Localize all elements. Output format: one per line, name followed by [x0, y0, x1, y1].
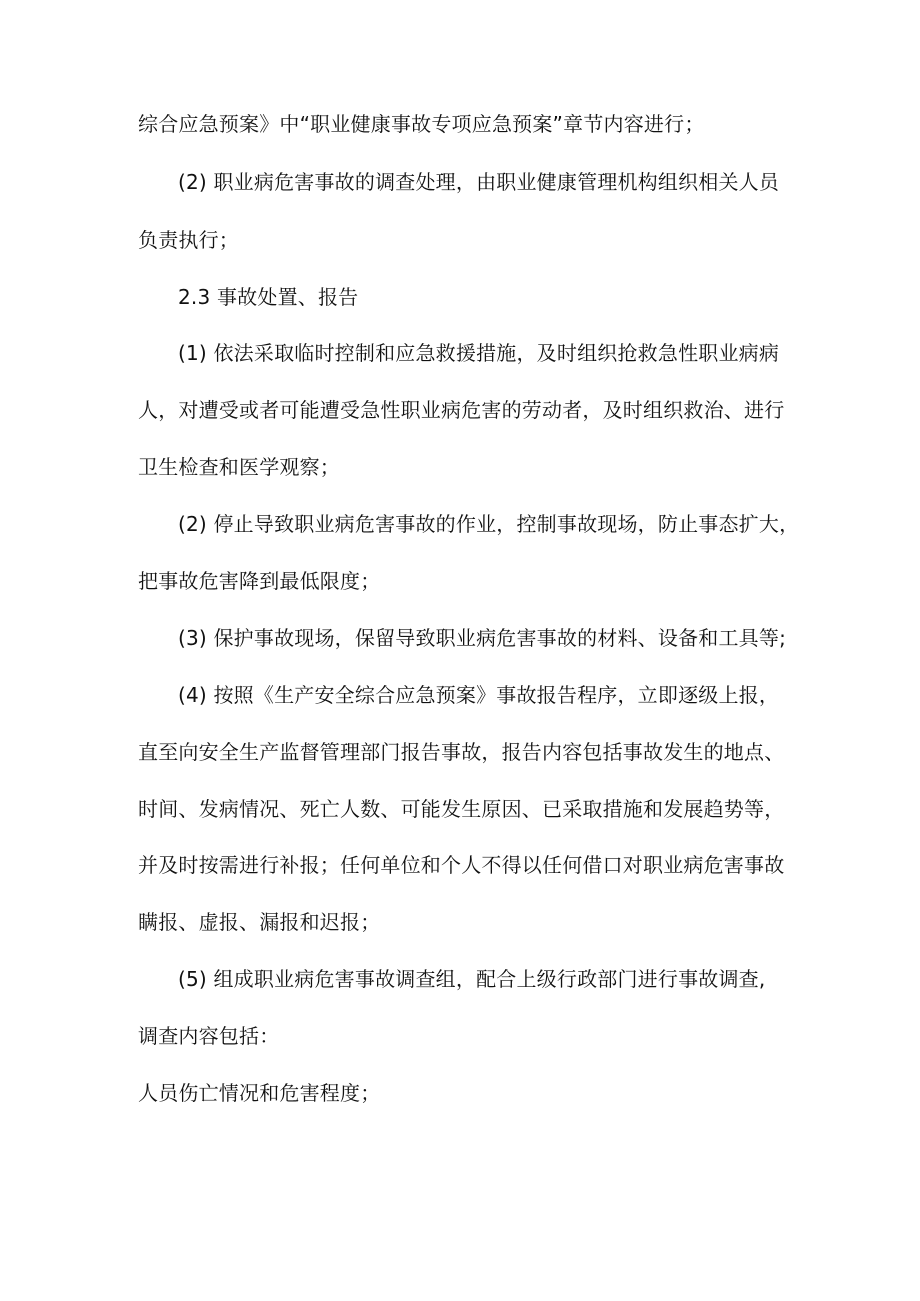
section-heading: 2.3 事故处置、报告: [178, 285, 359, 309]
paragraph-line: 综合应急预案》中“职业健康事故专项应急预案”章节内容进行；: [138, 112, 705, 136]
paragraph-line: 瞒报、虚报、漏报和迟报；: [138, 910, 381, 934]
paragraph-line: 人，对遭受或者可能遭受急性职业病危害的劳动者，及时组织救治、进行: [138, 398, 785, 422]
paragraph-line: 人员伤亡情况和危害程度；: [138, 1081, 381, 1105]
paragraph-line: (2) 停止导致职业病危害事故的作业，控制事故现场，防止事态扩大，: [178, 512, 800, 536]
paragraph-line: 把事故危害降到最低限度；: [138, 569, 381, 593]
paragraph-line: (5) 组成职业病危害事故调查组，配合上级行政部门进行事故调查,: [178, 967, 766, 991]
paragraph-line: 时间、发病情况、死亡人数、可能发生原因、已采取措施和发展趋势等，: [138, 797, 785, 821]
paragraph-line: (4) 按照《生产安全综合应急预案》事故报告程序，立即逐级上报，: [178, 683, 780, 707]
paragraph-line: (3) 保护事故现场，保留导致职业病危害事故的材料、设备和工具等;: [178, 626, 787, 650]
paragraph-line: 直至向安全生产监督管理部门报告事故，报告内容包括事故发生的地点、: [138, 740, 785, 764]
paragraph-line: (1) 依法采取临时控制和应急救援措施，及时组织抢救急性职业病病: [178, 341, 780, 365]
paragraph-line: 卫生检查和医学观察；: [138, 455, 340, 479]
paragraph-line: 并及时按需进行补报；任何单位和个人不得以任何借口对职业病危害事故: [138, 853, 785, 877]
paragraph-line: (2) 职业病危害事故的调查处理，由职业健康管理机构组织相关人员: [178, 170, 780, 194]
paragraph-line: 调查内容包括：: [138, 1024, 280, 1048]
paragraph-line: 负责执行；: [138, 228, 239, 252]
